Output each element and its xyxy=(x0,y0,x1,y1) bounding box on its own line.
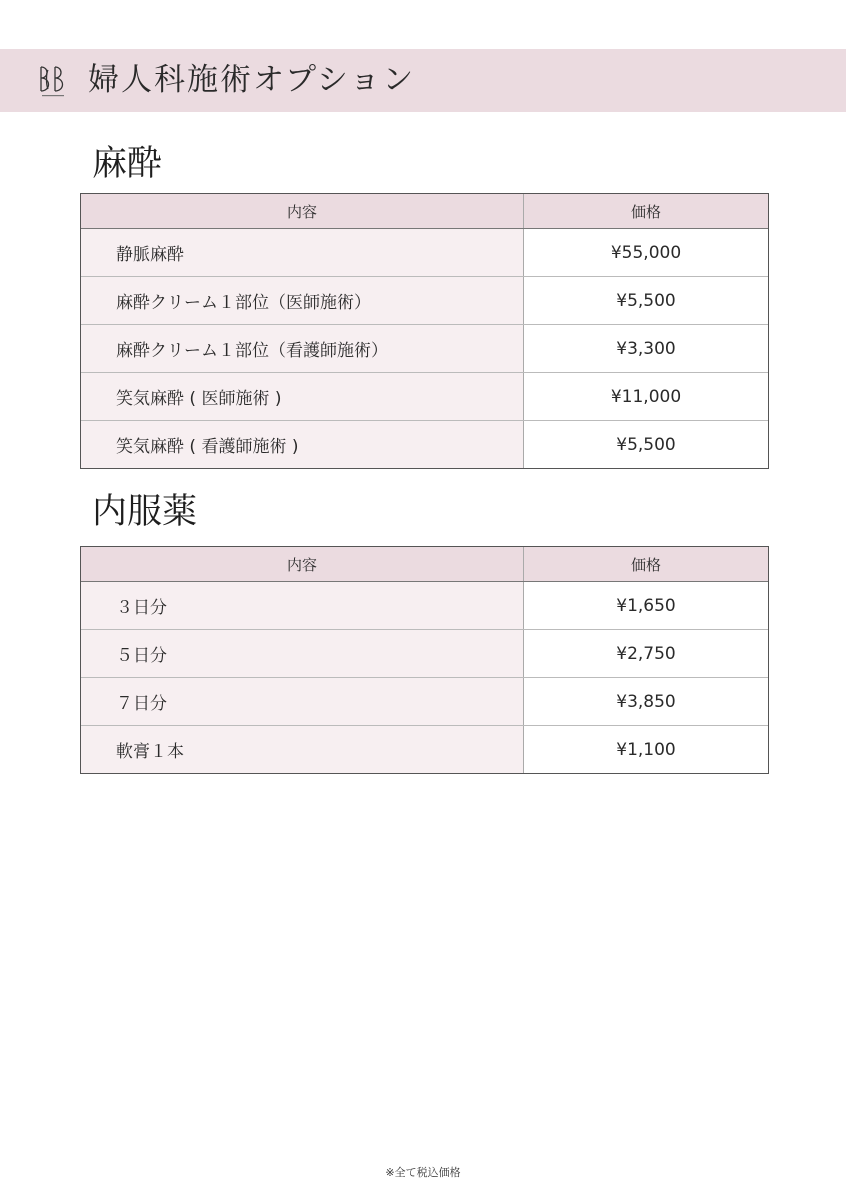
brand-logo-icon xyxy=(33,61,73,101)
table-row xyxy=(81,421,768,468)
column-header-content: 内容 xyxy=(81,194,524,228)
page-title: 婦人科施術オプション xyxy=(88,62,416,98)
anesthesia-price-table xyxy=(80,193,769,469)
table-row xyxy=(81,630,768,678)
row-price: ¥2,750 xyxy=(524,630,768,677)
column-header-price: 価格 xyxy=(524,194,768,228)
row-price: ¥3,850 xyxy=(524,678,768,725)
row-description: ７日分 xyxy=(81,678,524,725)
row-price: ¥5,500 xyxy=(524,277,768,324)
row-description: 軟膏１本 xyxy=(81,726,524,773)
table-row xyxy=(81,325,768,373)
table-row xyxy=(81,582,768,630)
row-price: ¥5,500 xyxy=(524,421,768,468)
row-description: ５日分 xyxy=(81,630,524,677)
table-row xyxy=(81,229,768,277)
row-description: 麻酔クリーム１部位（看護師施術） xyxy=(81,325,524,372)
table-row xyxy=(81,726,768,773)
row-description: 麻酔クリーム１部位（医師施術） xyxy=(81,277,524,324)
row-price: ¥3,300 xyxy=(524,325,768,372)
row-description: 静脈麻酔 xyxy=(81,229,524,276)
column-header-content: 内容 xyxy=(81,547,524,581)
row-description: 笑気麻酔 ( 医師施術 ) xyxy=(81,373,524,420)
row-price: ¥11,000 xyxy=(524,373,768,420)
tax-footnote: ※全て税込価格 xyxy=(385,1166,461,1179)
table-row xyxy=(81,373,768,421)
row-price: ¥1,650 xyxy=(524,582,768,629)
table-header-row xyxy=(81,547,768,582)
table-row xyxy=(81,678,768,726)
row-description: 笑気麻酔 ( 看護師施術 ) xyxy=(81,421,524,468)
table-row xyxy=(81,277,768,325)
table-header-row xyxy=(81,194,768,229)
section-heading-oral-medicine: 内服薬 xyxy=(92,492,198,532)
column-header-price: 価格 xyxy=(524,547,768,581)
header-band xyxy=(0,49,846,112)
row-price: ¥1,100 xyxy=(524,726,768,773)
row-description: ３日分 xyxy=(81,582,524,629)
row-price: ¥55,000 xyxy=(524,229,768,276)
section-heading-anesthesia: 麻酔 xyxy=(92,144,163,184)
oral-medicine-price-table xyxy=(80,546,769,774)
